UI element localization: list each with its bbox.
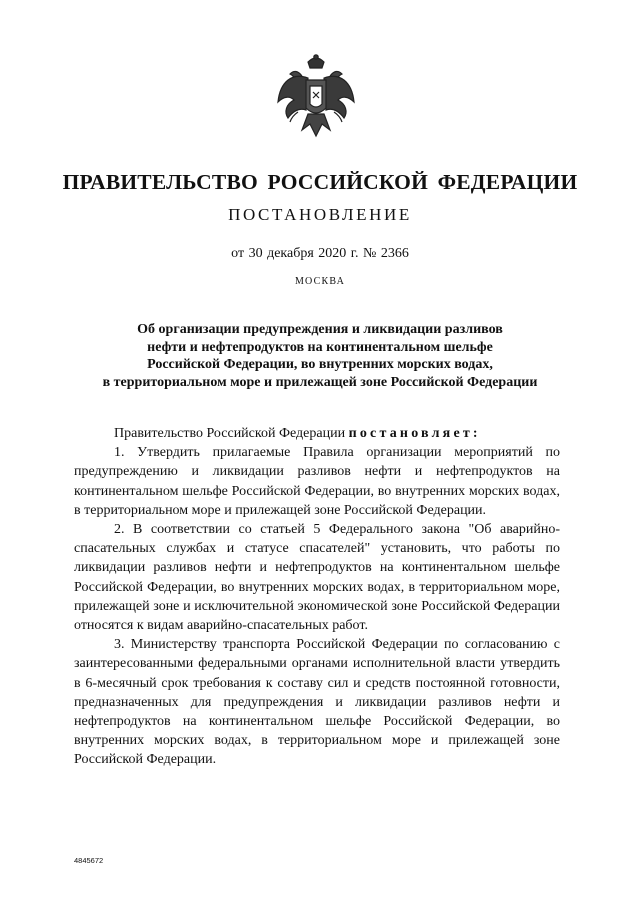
subject-line: нефти и нефтепродуктов на континентальном шельфе — [147, 339, 493, 355]
document-code: 4845672 — [74, 856, 104, 865]
subject-line: Об организации предупреждения и ликвидации разливов — [137, 322, 503, 337]
coat-of-arms-icon — [272, 52, 360, 148]
document-type: ПОСТАНОВЛЕНИЕ — [228, 205, 412, 224]
decree-keyword: постановляет: — [348, 426, 481, 441]
government-title: ПРАВИТЕЛЬСТВО РОССИЙСКОЙ ФЕДЕРАЦИИ — [62, 170, 578, 194]
paragraph-3: 3. Министерству транспорта Российской Федерации по согласованию с заинтересованными федеральными органами исполнительной власти утвердить в 6-месячный срок требования к составу сил и средств постоянной готовности, предназначенных для предупреждения и ликвидации разливов нефти и нефтепродуктов на континентальном шельфе Российской Федерации, во внутренних морских водах, в территориальном море и прилежащей зоне Российской Федерации. — [74, 637, 560, 768]
subject-line: Российской Федерации, во внутренних морских водах, — [147, 357, 493, 372]
intro-paragraph — [74, 424, 560, 443]
document-date-number: от 30 декабря 2020 г. № 2366 — [231, 246, 409, 261]
document-city: МОСКВА — [294, 276, 346, 287]
document-subject — [90, 321, 550, 391]
paragraph-2: 2. В соответствии со статьей 5 Федерального закона "Об аварийно-спасательных службах и статусе спасателей" установить, что работы по ликвидации разливов нефти и нефтепродуктов на континентальном шельфе Российской Федерации, во внутренних морских водах, в территориальном море, прилежащей зоне и исключительной экономической зоне Российской Федерации относятся к видам аварийно-спасательных работ. — [74, 522, 560, 634]
intro-text: Правительство Российской Федерации — [114, 426, 349, 441]
paragraph-1: 1. Утвердить прилагаемые Правила организации мероприятий по предупреждению и ликвидации разливов нефти и нефтепродуктов на континентальном шельфе Российской Федерации, во внутренних морских водах, в территориальном море и прилежащей зоне Российской Федерации. — [74, 445, 560, 518]
document-body — [74, 424, 560, 770]
subject-line: в территориальном море и прилежащей зоне Российской Федерации — [102, 374, 538, 390]
